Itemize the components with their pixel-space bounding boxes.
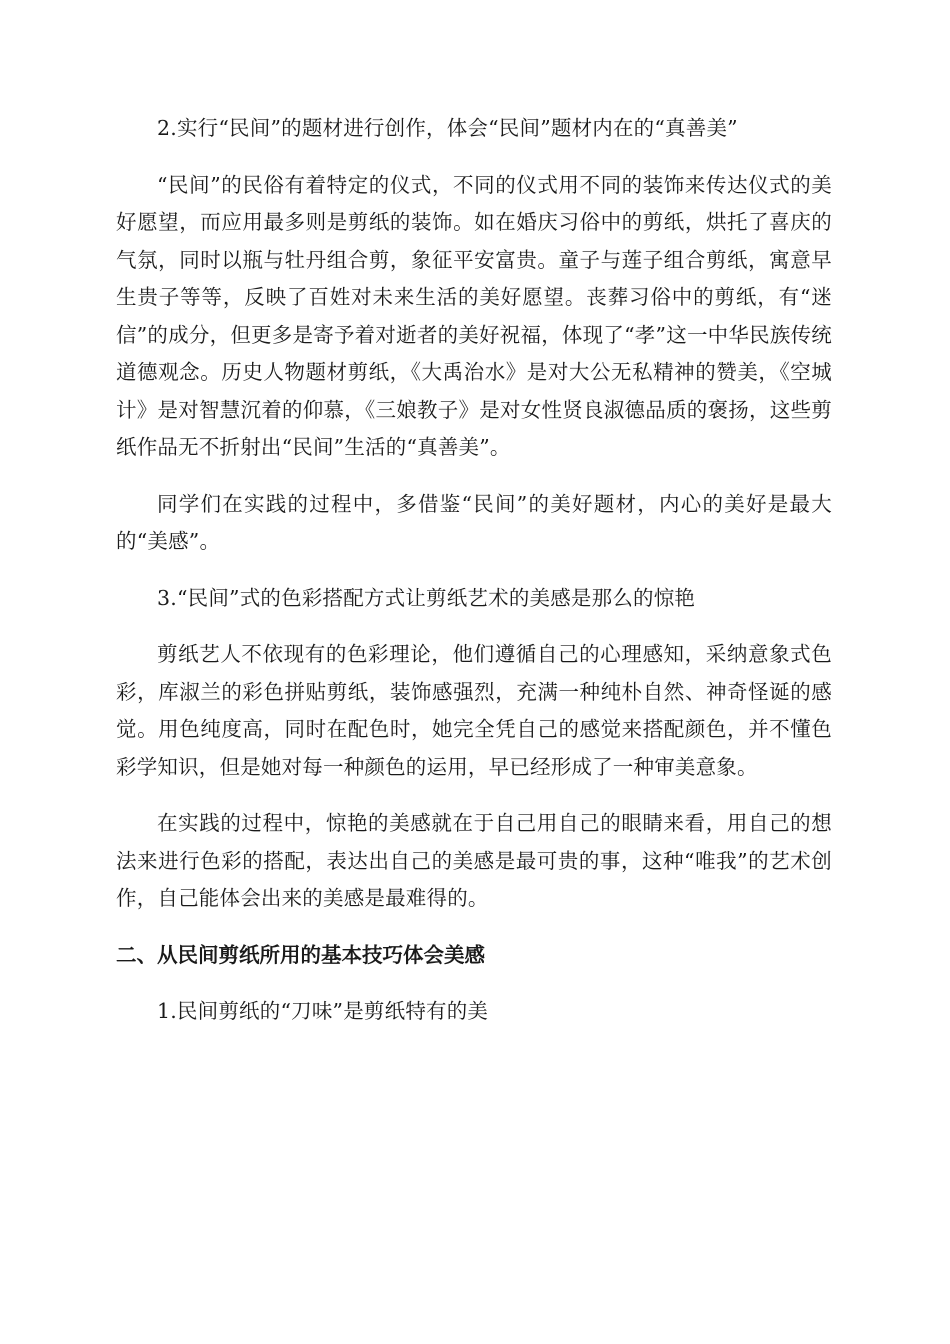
paragraph-students-practice: 同学们在实践的过程中，多借鉴“民间”的美好题材，内心的美好是最大的“美感”。: [116, 491, 832, 553]
paragraph-color-theory: 剪纸艺人不依现有的色彩理论，他们遵循自己的心理感知，采纳意象式色彩，库淑兰的彩色拼贴剪纸，装饰感强烈，充满一种纯朴自然、神奇怪诞的感觉。用色纯度高，同时在配色时，她完全凭自己的感觉来搭配颜色，并不懂色彩学知识，但是她对每一种颜色的运用，早已经形成了一种审美意象。: [116, 642, 832, 779]
subheading-1: 1.民间剪纸的“刀味”是剪纸特有的美: [157, 999, 489, 1023]
section-heading-2: 二、从民间剪纸所用的基本技巧体会美感: [116, 942, 485, 967]
document-page: [116, 110, 832, 1050]
subheading-3: 3.“民间”式的色彩搭配方式让剪纸艺术的美感是那么的惊艳: [157, 585, 696, 610]
subheading-2: 2.实行“民间”的题材进行创作，体会“民间”题材内在的“真善美”: [157, 116, 738, 140]
paragraph-practice-color: 在实践的过程中，惊艳的美感就在于自己用自己的眼睛来看，用自己的想法来进行色彩的搭配，表达出自己的美感是最可贵的事，这种“唯我”的艺术创作，自己能体会出来的美感是最难得的。: [116, 811, 832, 910]
paragraph-folk-rituals: “民间”的民俗有着特定的仪式，不同的仪式用不同的装饰来传达仪式的美好愿望，而应用最多则是剪纸的装饰。如在婚庆习俗中的剪纸，烘托了喜庆的气氛，同时以瓶与牡丹组合剪，象征平安富贵。童子与莲子组合剪纸，寓意早生贵子等等，反映了百姓对未来生活的美好愿望。丧葬习俗中的剪纸，有“迷信”的成分，但更多是寄予着对逝者的美好祝福，体现了“孝”这一中华民族传统道德观念。历史人物题材剪纸，《大禹治水》是对大公无私精神的赞美，《空城计》是对智慧沉着的仰慕，《三娘教子》是对女性贤良淑德品质的褒扬，这些剪纸作品无不折射出“民间”生活的“真善美”。: [116, 172, 832, 459]
